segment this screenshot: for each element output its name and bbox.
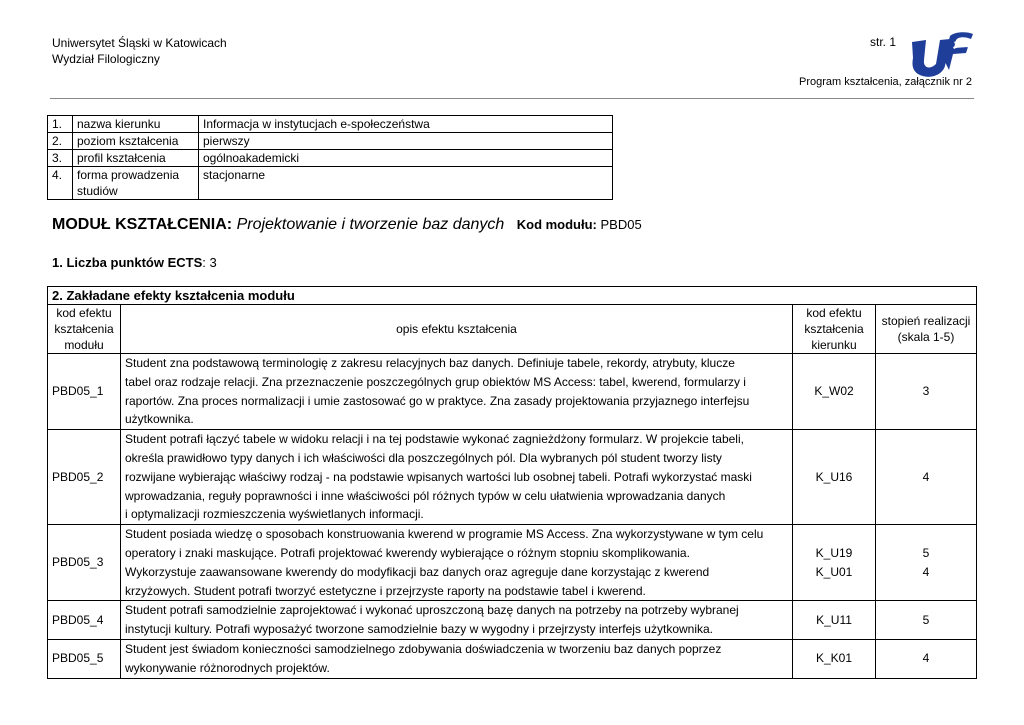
col-header-description: opis efektu kształcenia bbox=[121, 305, 793, 354]
realization-level: 5 bbox=[922, 545, 930, 560]
meta-num: 1. bbox=[48, 116, 73, 133]
meta-key: forma prowadzenia studiów bbox=[73, 167, 199, 200]
table-row bbox=[48, 167, 613, 200]
description-line: i optymalizacji rozmieszczenia wyświetlanych informacji. bbox=[125, 507, 424, 522]
description-line: wykonywanie różnorodnych projektów. bbox=[125, 660, 330, 675]
realization-levels bbox=[876, 525, 977, 601]
table-row bbox=[48, 639, 977, 678]
field-codes bbox=[793, 525, 876, 601]
module-code-group bbox=[517, 217, 642, 232]
faculty-name: Wydział Filologiczny bbox=[52, 52, 160, 66]
meta-key: nazwa kierunku bbox=[73, 116, 199, 133]
description-line: Student jest świadom konieczności samodzielnego zdobywania doświadczenia w tworzeniu baz danych poprzez bbox=[125, 641, 722, 656]
field-code: K_U01 bbox=[815, 564, 853, 579]
realization-level: 5 bbox=[876, 601, 977, 640]
description-line: Student posiada wiedzę o sposobach konstruowania kwerend w programie MS Access. Zna wykorzystywane w tym celu bbox=[125, 527, 764, 542]
section-title: 2. Zakładane efekty kształcenia modułu bbox=[48, 287, 977, 305]
section-title-row bbox=[48, 287, 977, 305]
page-header-left bbox=[52, 35, 227, 67]
description-line: Student potrafi samodzielnie zaprojektować i wykonać uproszczoną bazę danych na potrzeby na potrzeby wybranej bbox=[125, 603, 739, 618]
field-code: K_U16 bbox=[793, 430, 876, 525]
meta-key: profil kształcenia bbox=[73, 150, 199, 167]
table-row bbox=[48, 601, 977, 640]
effect-code: PBD05_4 bbox=[48, 601, 121, 640]
meta-num: 4. bbox=[48, 167, 73, 200]
header-row bbox=[48, 305, 977, 354]
ects-line: 1. Liczba punktów ECTS: 3 bbox=[52, 255, 217, 270]
effect-code: PBD05_2 bbox=[48, 430, 121, 525]
description-line: krzyżowych. Student potrafi tworzyć estetyczne i przejrzyste raporty na podstawie tabel i kwerend. bbox=[125, 583, 646, 598]
table-row bbox=[48, 116, 613, 133]
col-header-field-code: kod efektu kształcenia kierunku bbox=[793, 305, 876, 354]
module-code: PBD05 bbox=[600, 217, 642, 232]
university-name: Uniwersytet Śląski w Katowicach bbox=[52, 36, 227, 50]
effect-description bbox=[121, 601, 793, 640]
description-line: Wykorzystuje zaawansowane kwerendy do modyfikacji baz danych oraz agreguje dane korzystając z kwerend bbox=[125, 564, 710, 579]
table-row bbox=[48, 525, 977, 601]
description-line: tabel oraz rodzaje relacji. Zna przeznaczenie poszczególnych grup obiektów MS Access: tabel, kwerend, formularzy i bbox=[125, 374, 746, 389]
meta-value: Informacja w instytucjach e-społeczeństwa bbox=[199, 116, 613, 133]
header-divider bbox=[50, 98, 974, 99]
description-line: Student potrafi łączyć tabele w widoku relacji i na tej podstawie wykonać zagnieżdżony formularz. W projekcie tabeli, bbox=[125, 432, 744, 447]
realization-level: 4 bbox=[876, 430, 977, 525]
meta-value: ogólnoakademicki bbox=[199, 150, 613, 167]
description-line: Student zna podstawową terminologię z zakresu relacyjnych baz danych. Definiuje tabele, rekordy, atrybuty, klucze bbox=[125, 356, 735, 370]
effect-description bbox=[121, 525, 793, 601]
university-logo-icon bbox=[910, 30, 974, 80]
description-line: raportów. Zna proces normalizacji i umie zastosować go w praktyce. Zna zasady projektowania przyjaznego interfejsu bbox=[125, 393, 750, 408]
table-row bbox=[48, 430, 977, 525]
module-title bbox=[52, 216, 642, 234]
field-code: K_U11 bbox=[793, 601, 876, 640]
description-line: użytkownika. bbox=[125, 412, 194, 427]
col-header-code: kod efektu kształcenia modułu bbox=[48, 305, 121, 354]
ects-label: 1. Liczba punktów ECTS bbox=[52, 255, 203, 270]
effect-code: PBD05_3 bbox=[48, 525, 121, 601]
meta-value: stacjonarne bbox=[199, 167, 613, 200]
realization-level: 4 bbox=[922, 564, 930, 579]
description-line: wprowadzania, reguły poprawności i inne właściwości pól różnych typów w celu ułatwienia wprowadzania danych bbox=[125, 488, 726, 503]
field-code: K_K01 bbox=[793, 639, 876, 678]
table-row bbox=[48, 133, 613, 150]
description-line: operatory i znaki maskujące. Potrafi projektować kwerendy wybierające o różnym stopniu skomplikowania. bbox=[125, 545, 690, 560]
realization-level: 3 bbox=[876, 354, 977, 430]
effect-code: PBD05_1 bbox=[48, 354, 121, 430]
effect-code: PBD05_5 bbox=[48, 639, 121, 678]
table-row bbox=[48, 150, 613, 167]
table-row bbox=[48, 354, 977, 430]
effect-description bbox=[121, 639, 793, 678]
field-code: K_W02 bbox=[793, 354, 876, 430]
meta-num: 3. bbox=[48, 150, 73, 167]
program-meta-table bbox=[47, 115, 613, 200]
module-label: MODUŁ KSZTAŁCENIA: bbox=[52, 216, 233, 233]
program-annex-label: Program kształcenia, załącznik nr 2 bbox=[798, 76, 972, 88]
description-line: instytucji kultury. Potrafi wyposażyć tworzone samodzielnie bazy w wygodny i przejrzysty interfejs użytkownika. bbox=[125, 622, 713, 637]
ects-value: 3 bbox=[209, 255, 217, 270]
meta-value: pierwszy bbox=[199, 133, 613, 150]
effect-description bbox=[121, 430, 793, 525]
learning-effects-table bbox=[47, 286, 977, 679]
field-code: K_U19 bbox=[815, 545, 853, 560]
module-name: Projektowanie i tworzenie baz danych bbox=[236, 216, 505, 233]
description-line: rozwijane wybierając właściwy rodzaj - na podstawie wpisanych wartości lub osobnej tabeli. Potrafi wykorzystać maski bbox=[125, 469, 752, 484]
meta-key: poziom kształcenia bbox=[73, 133, 199, 150]
module-code-label: Kod modułu: bbox=[516, 217, 597, 232]
meta-num: 2. bbox=[48, 133, 73, 150]
col-header-level: stopień realizacji (skala 1-5) bbox=[876, 305, 977, 354]
effect-description bbox=[121, 354, 793, 430]
page-number: str. 1 bbox=[870, 35, 897, 49]
description-line: określa prawidłowo typy danych i ich właściwości dla poszczególnych pól. Dla wybranych pól student tworzy listy bbox=[125, 450, 722, 465]
realization-level: 4 bbox=[876, 639, 977, 678]
